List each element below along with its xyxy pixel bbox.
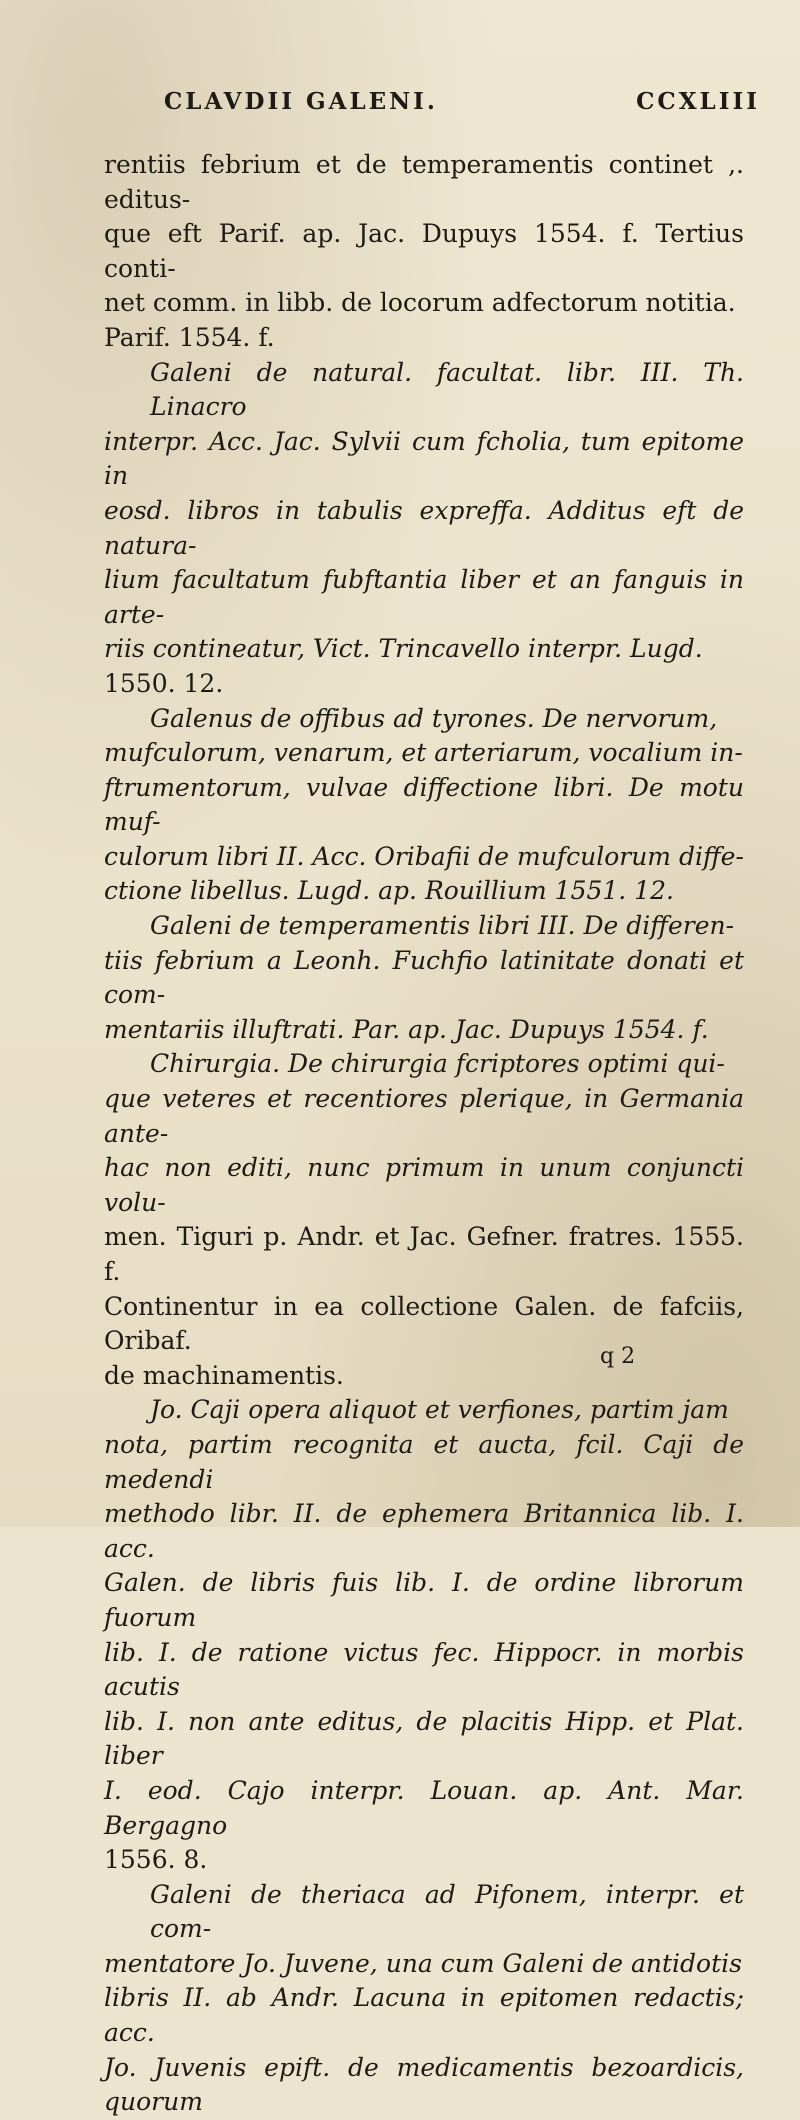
text-line: Continentur in ea collectione Galen. de fafciis, Oribaf. (104, 1291, 744, 1356)
bibliography-entry (104, 909, 744, 1047)
text-line: Jo. Juvenis epift. de medicamentis bezoardicis, quorum (104, 2052, 744, 2117)
text-line: I. eod. Cajo interpr. Louan. ap. Ant. Mar. Bergagno (104, 1775, 744, 1840)
bibliography-entry (104, 148, 744, 356)
text-line: libris II. ab Andr. Lacuna in epitomen redactis; acc. (104, 1983, 744, 2048)
text-line: rentiis febrium et de temperamentis continet ,. editus- (104, 150, 744, 214)
bibliography-entry (104, 702, 744, 910)
text-line: riis contineatur, Vict. Trincavello interpr. Lugd. (104, 634, 703, 664)
text-line: que veteres et recentiores plerique, in Germania ante- (104, 1084, 744, 1148)
text-line: mentariis illuftrati. Par. ap. Jac. Dupuys 1554. f. (104, 1014, 709, 1044)
text-line: net comm. in libb. de locorum adfectorum notitia. (104, 288, 736, 318)
text-line: culorum libri II. Acc. Oribafii de mufculorum diffe- (104, 841, 744, 871)
text-line: interpr. Acc. Jac. Sylvii cum fcholia, tum epitome in (104, 426, 744, 491)
text-line: de machinamentis. (104, 1360, 344, 1390)
text-line: Jo. Caji opera aliquot et verfiones, partim jam (150, 1395, 729, 1425)
text-line: lium facultatum fubftantia liber et an fanguis in arte- (104, 565, 744, 629)
text-line: hac non editi, nunc primum in unum conjuncti volu- (104, 1153, 744, 1217)
text-line: Galeni de temperamentis libri III. De differen- (150, 911, 735, 941)
text-line: ftrumentorum, vulvae diffectione libri. De motu muf- (104, 772, 744, 837)
running-header (80, 88, 780, 124)
text-line: eosd. libros in tabulis expreffa. Additus eft de natura- (104, 495, 744, 560)
bibliography-entry (104, 356, 744, 702)
text-line: men. Tiguri p. Andr. et Jac. Gefner. fratres. 1555. f. (104, 1222, 744, 1286)
text-line: 1550. 12. (104, 668, 224, 698)
text-line: ctione libellus. Lugd. ap. Rouillium 1551. 12. (104, 876, 674, 906)
text-line: Galenus de offibus ad tyrones. De nervorum, (150, 703, 718, 733)
text-line: Galen. de libris fuis lib. I. de ordine librorum fuorum (104, 1568, 744, 1632)
text-line: lib. I. non ante editus, de placitis Hipp. et Plat. liber (104, 1706, 744, 1771)
bibliography-entry (104, 1047, 744, 1393)
body-text (104, 148, 744, 2120)
signature-mark: q 2 (600, 1344, 636, 1369)
text-line: lib. I. de ratione victus fec. Hippocr. in morbis acutis (104, 1637, 744, 1702)
text-line: Galeni de natural. facultat. libr. III. Th. Linacro (150, 357, 744, 422)
text-line: que eft Parif. ap. Jac. Dupuys 1554. f. Tertius conti- (104, 219, 744, 283)
text-line: nota, partim recognita et aucta, fcil. Caji de medendi (104, 1429, 744, 1494)
text-line: mentatore Jo. Juvene, una cum Galeni de antidotis (104, 1948, 742, 1978)
text-line: methodo libr. II. de ephemera Britannica lib. I. acc. (104, 1499, 744, 1563)
text-line: 1556. 8. (104, 1845, 208, 1875)
text-line: Chirurgia. De chirurgia fcriptores optimi qui- (150, 1049, 725, 1079)
running-title: CLAVDII GALENI. (164, 88, 438, 115)
text-line: tiis febrium a Leonh. Fuchfio latinitate donati et com- (104, 945, 744, 1010)
page-number: CCXLIII (636, 88, 760, 115)
text-line: Galeni de theriaca ad Pifonem, interpr. et com- (150, 1879, 744, 1944)
bibliography-entry (104, 1878, 744, 2120)
text-line: mufculorum, venarum, et arteriarum, vocalium in- (104, 738, 743, 768)
bibliography-entry (104, 1393, 744, 1877)
text-line: Parif. 1554. f. (104, 322, 275, 352)
